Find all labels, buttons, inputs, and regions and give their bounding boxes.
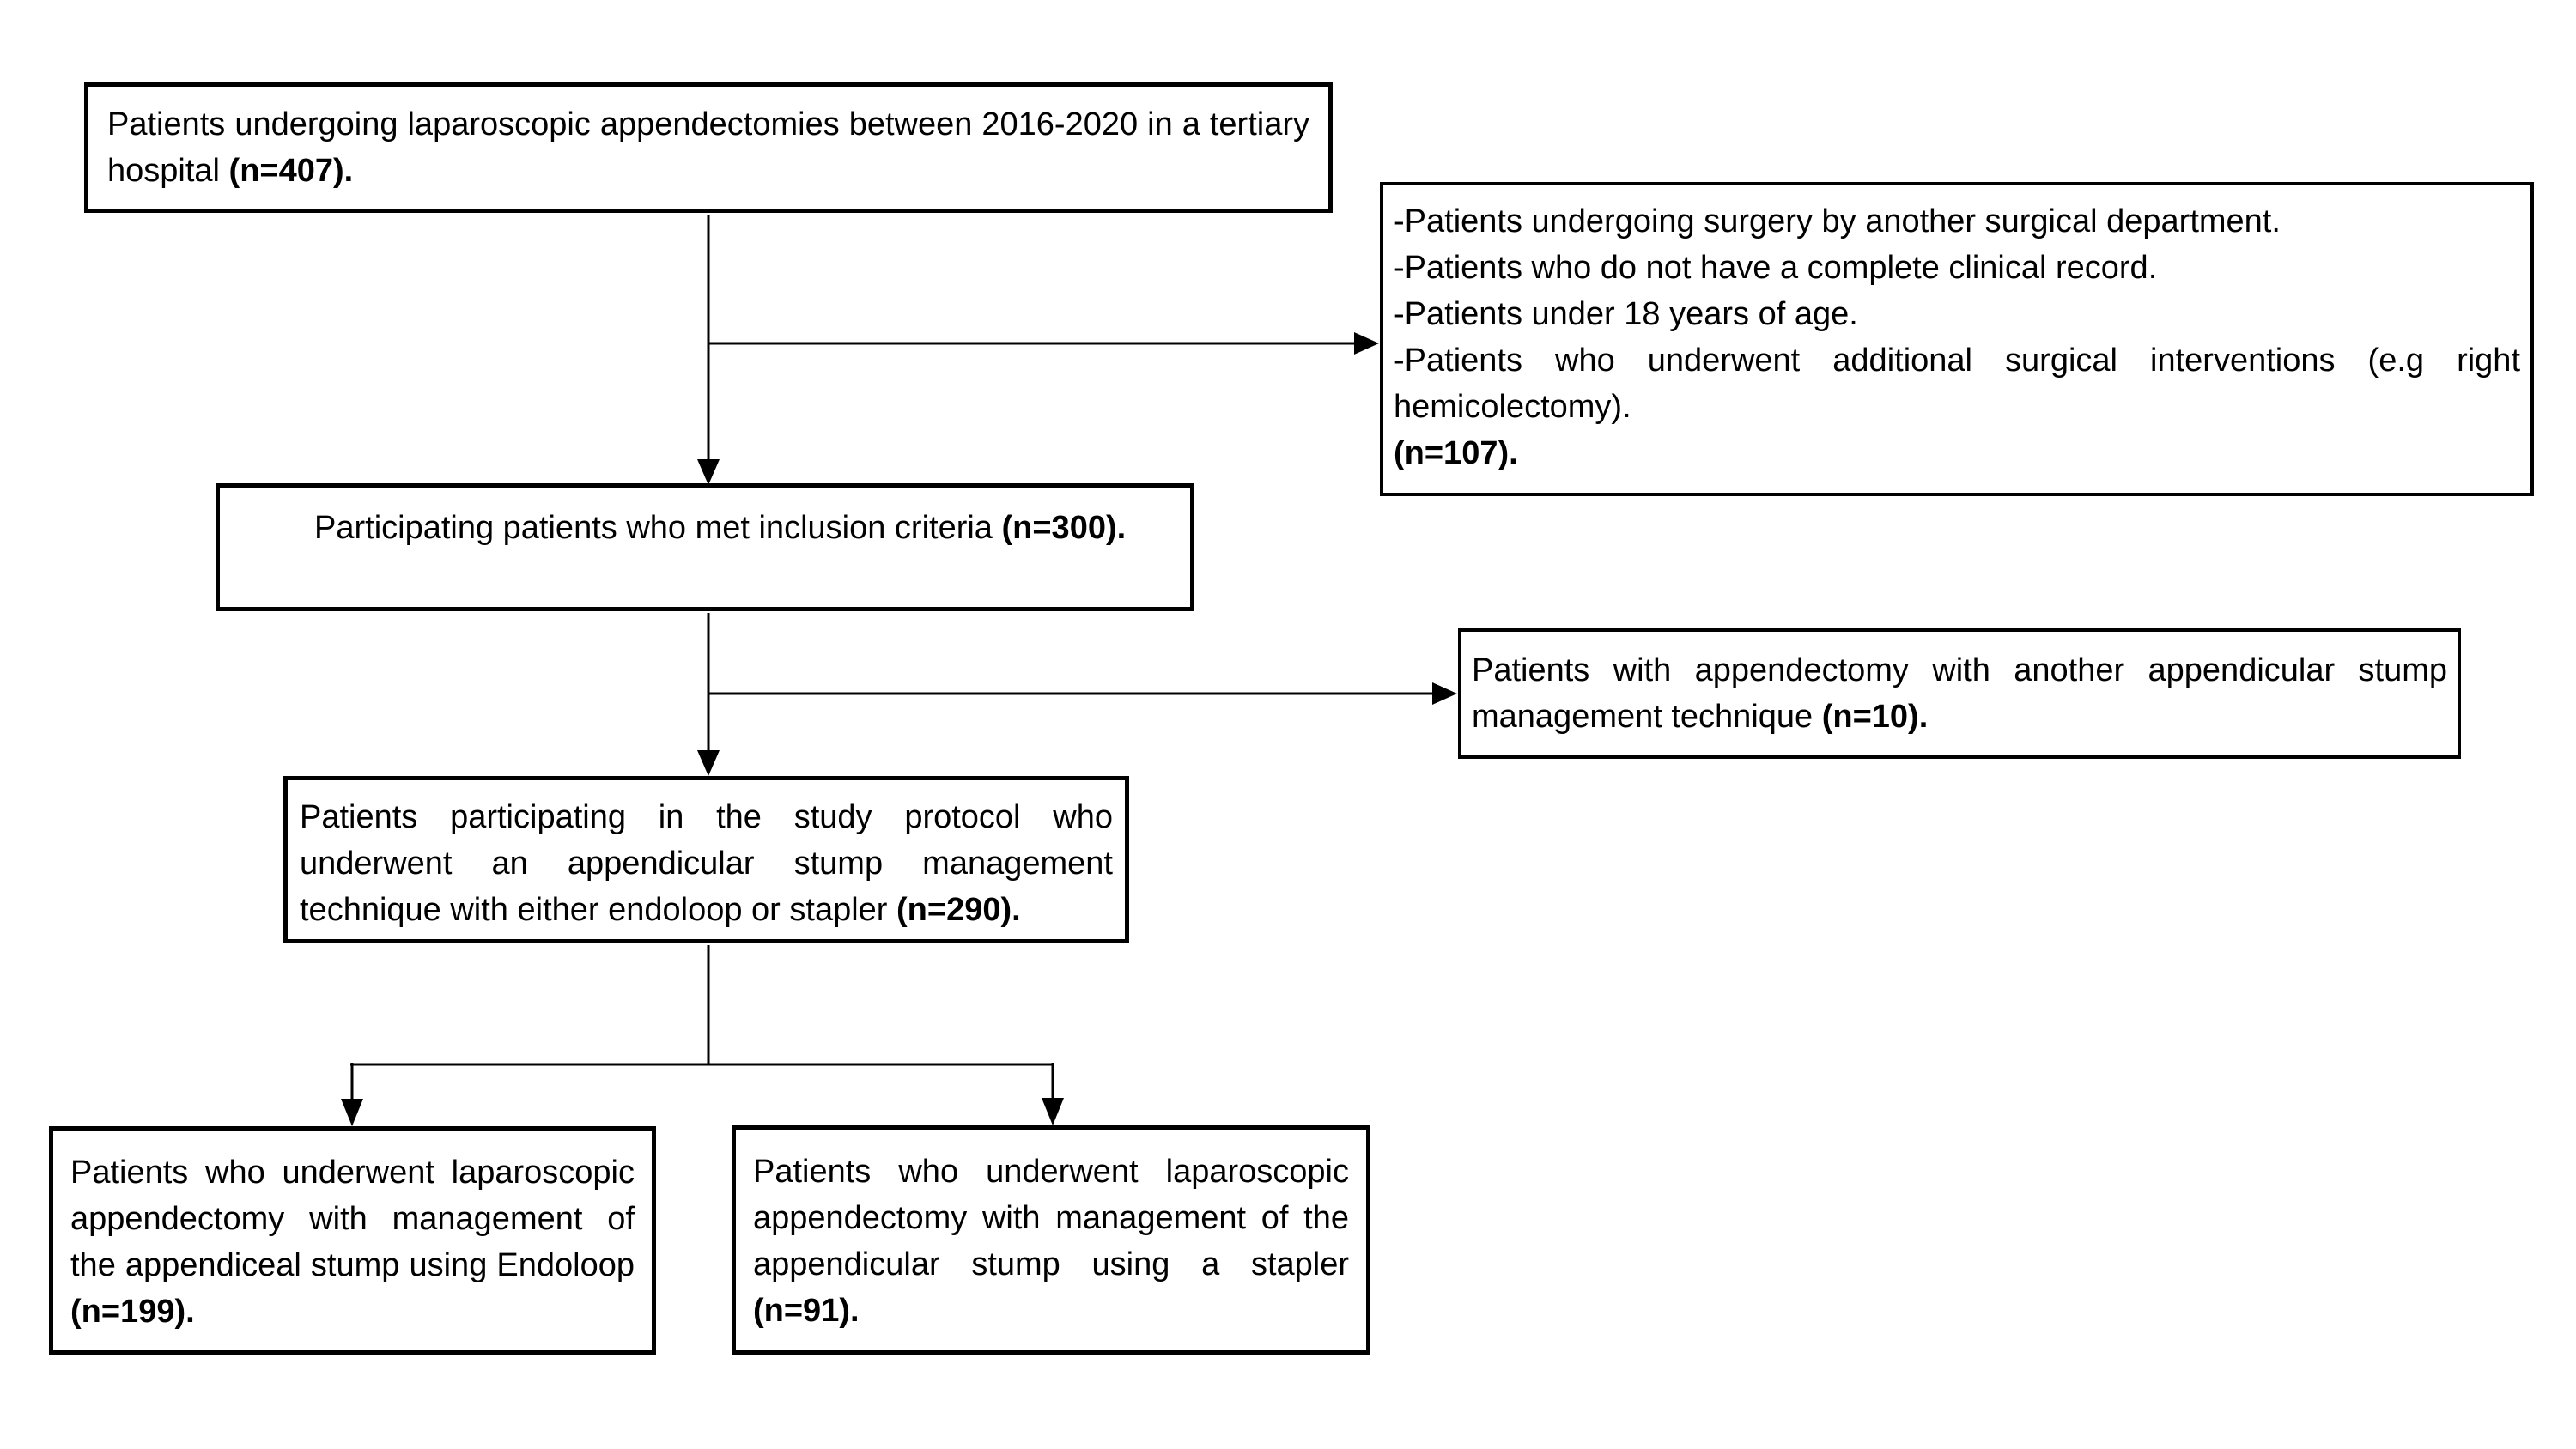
exclusion-item: -Patients who underwent additional surgical interventions (e.g right hemicolectomy).	[1394, 343, 2520, 425]
study-protocol-text: Patients participating in the study protocol who underwent an appendicular stump management technique with either endoloop or stapler (n=290).	[300, 799, 1113, 928]
exclusion-item: -Patients undergoing surgery by another surgical department.	[1394, 203, 2281, 239]
arrowhead-to-endoloop-icon	[341, 1099, 363, 1126]
inclusion-n: (n=300).	[1001, 510, 1127, 546]
arrowhead-to-stapler-icon	[1042, 1098, 1064, 1125]
arrowhead-to-other-technique-icon	[1432, 682, 1457, 705]
box-other-technique-exclusion	[1458, 628, 2461, 759]
exclusion-item: -Patients who do not have a complete clinical record.	[1394, 250, 2158, 286]
exclusion-n: (n=107).	[1394, 435, 1518, 471]
arrowhead-to-inclusion-icon	[697, 459, 720, 485]
stapler-group-text: Patients who underwent laparoscopic appendectomy with management of the appendicular stump using a stapler (n=91).	[753, 1154, 1349, 1329]
box-exclusion-criteria	[1380, 182, 2534, 496]
endoloop-group-text: Patients who underwent laparoscopic appendectomy with management of the appendiceal stump using Endoloop (n=199).	[70, 1155, 635, 1330]
other-technique-n: (n=10).	[1821, 699, 1929, 735]
stapler-group-n: (n=91).	[753, 1293, 860, 1329]
arrowhead-to-protocol-icon	[697, 750, 720, 776]
study-protocol-n: (n=290).	[896, 892, 1021, 928]
box-initial-cohort	[84, 82, 1333, 213]
arrowhead-to-exclusions-icon	[1354, 332, 1379, 355]
inclusion-text: Participating patients who met inclusion criteria (n=300).	[314, 510, 1127, 546]
exclusion-item: -Patients under 18 years of age.	[1394, 296, 1858, 332]
box-stapler-group	[732, 1125, 1370, 1355]
initial-cohort-text: Patients undergoing laparoscopic appendectomies between 2016-2020 in a tertiary hospital (n=407).	[107, 106, 1309, 189]
endoloop-group-n: (n=199).	[70, 1294, 195, 1330]
initial-cohort-n: (n=407).	[228, 153, 354, 189]
box-endoloop-group	[49, 1126, 656, 1355]
box-inclusion-criteria	[216, 483, 1194, 611]
box-study-protocol	[283, 776, 1129, 943]
other-technique-text: Patients with appendectomy with another appendicular stump management technique (n=10).	[1472, 652, 2447, 735]
